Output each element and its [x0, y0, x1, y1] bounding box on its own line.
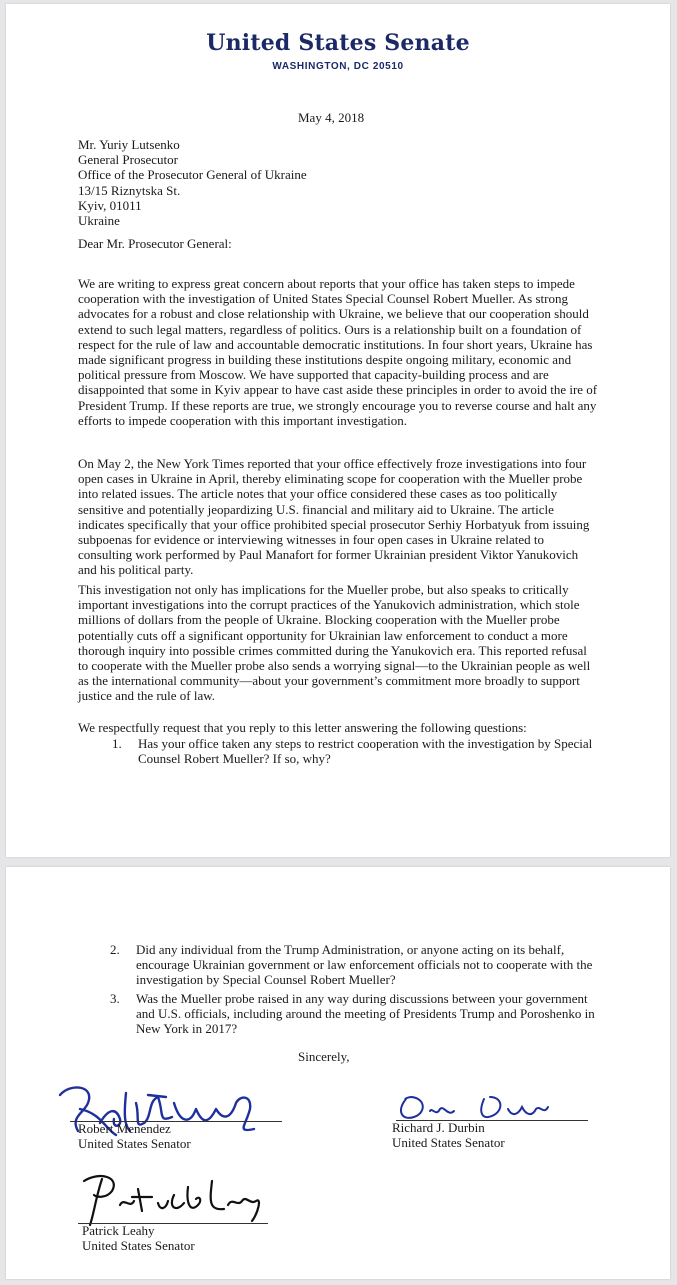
letterhead-address: WASHINGTON, DC 20510 [272, 61, 404, 72]
closing: Sincerely, [298, 1049, 350, 1064]
body-paragraph: We are writing to express great concern about reports that your office has taken steps to impede cooperation with the investigation of United States Special Counsel Robert Mueller. As strong advocates for a robust and close relationship with Ukraine, we believe that our cooperation should extend to such legal matters, regardless of politics. Ours is a relationship built on a foundation of respect for the rule of law and accountable democratic institutions. In four short years, Ukraine has made significant progress in building these institutions despite ongoing military, economic and political pressure from Moscow. We have supported that capacity-building process and are disappointed that some in Kyiv appear to have cast aside these principles in order to avoid the ire of President Trump. If these reports are true, we strongly encourage you to reverse course and halt any efforts to impede cooperation with this important investigation. [78, 276, 598, 428]
recipient-line: Office of the Prosecutor General of Ukraine [78, 167, 307, 183]
recipient-line: Ukraine [78, 213, 120, 229]
body-paragraph: This investigation not only has implications for the Mueller probe, but also speaks to critically important investigations into the corrupt practices of the Yanukovich administration, which stole millions of dollars from the people of Ukraine. Blocking cooperation with the Mueller probe potentially cuts off a significant opportunity for Ukrainian law enforcement to conduct a more thorough inquiry into possible crimes committed during the Yanukovich era. This reported refusal to cooperate with the Mueller probe also sends a worrying signal—to the Ukrainian people as well as the international community—about your government’s commitment more broadly to support justice and the rule of law. [78, 582, 591, 704]
letter-page-1 [6, 4, 670, 857]
letter-date: May 4, 2018 [298, 110, 365, 125]
request-intro: We respectfully request that you reply to this letter answering the following questions: [78, 720, 527, 735]
question-number: 3. [110, 991, 120, 1006]
signature-leahy [72, 1167, 282, 1231]
recipient-line: General Prosecutor [78, 152, 178, 168]
salutation: Dear Mr. Prosecutor General: [78, 236, 232, 251]
signatory-title: United States Senator [82, 1238, 195, 1253]
signatory-title: United States Senator [392, 1135, 505, 1150]
question-text: Has your office taken any steps to restrict cooperation with the investigation by Special Counsel Robert Mueller? If so, why? [138, 736, 593, 767]
recipient-address [78, 137, 307, 228]
signatory-name: Patrick Leahy [82, 1223, 155, 1238]
question-item [110, 942, 608, 988]
signatory-name: Robert Menendez [78, 1121, 171, 1136]
question-item [112, 736, 608, 767]
signatory-name: Richard J. Durbin [392, 1120, 485, 1135]
question-text: Was the Mueller probe raised in any way during discussions between your government and U.S. officials, including around the meeting of Presidents Trump and Poroshenko in New York in 2017? [136, 991, 595, 1037]
question-number: 1. [112, 736, 122, 751]
question-text: Did any individual from the Trump Administration, or anyone acting on its behalf, encourage Ukrainian government or law enforcement officials not to cooperate with the investigation by Special Counsel Robert Mueller? [136, 942, 593, 988]
letter-page-2 [6, 867, 670, 1279]
question-item [110, 991, 608, 1037]
letterhead-title: United States Senate [206, 30, 470, 56]
body-paragraph: On May 2, the New York Times reported that your office effectively froze investigations into four open cases in Ukraine in April, thereby eliminating scope for cooperation with the Mueller probe into related issues. The article notes that your office considered these cases as too politically sensitive and potentially jeopardizing U.S. financial and military aid to Ukraine. The article indicates specifically that your office prohibited special prosecutor Serhiy Horbatyuk from issuing subpoenas for evidence or interviewing witnesses in four open cases in Ukraine related to consulting work performed by Paul Manafort for former Ukrainian president Viktor Yanukovich and his political party. [78, 456, 590, 578]
signatory-title: United States Senator [78, 1136, 191, 1151]
recipient-line: 13/15 Riznytska St. [78, 182, 181, 198]
recipient-line: Mr. Yuriy Lutsenko [78, 137, 180, 152]
recipient-line: Kyiv, 01011 [78, 197, 142, 213]
question-number: 2. [110, 942, 120, 957]
